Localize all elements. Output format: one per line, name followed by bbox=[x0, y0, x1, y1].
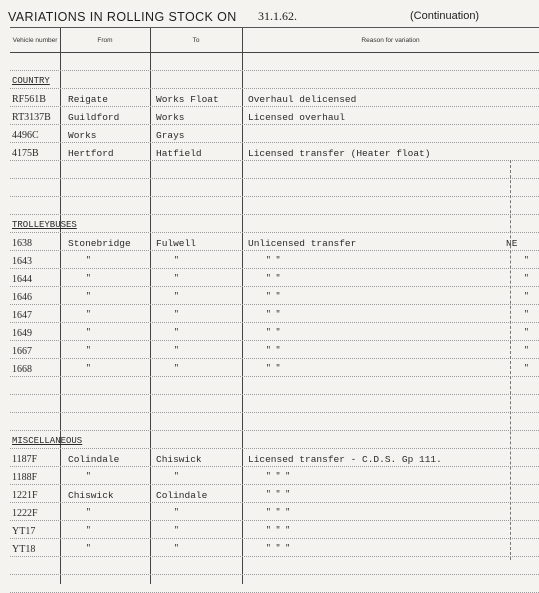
row-rule bbox=[10, 574, 539, 575]
variations-table bbox=[10, 27, 539, 584]
row-rule bbox=[10, 160, 539, 161]
cell-vehicle: 1221F bbox=[12, 490, 38, 501]
section-trolleybuses bbox=[10, 215, 539, 233]
cell-vehicle: RT3137B bbox=[12, 112, 51, 123]
cell-reason: " " bbox=[266, 328, 281, 337]
cell-vehicle: 1646 bbox=[12, 292, 32, 303]
header-to: To bbox=[192, 36, 200, 44]
table-row bbox=[10, 521, 539, 539]
continuation-label: (Continuation) bbox=[410, 10, 480, 22]
table-row bbox=[10, 251, 539, 269]
cell-note: " bbox=[524, 256, 529, 265]
cell-reason: " " " bbox=[266, 472, 291, 481]
table-row bbox=[10, 341, 539, 359]
cell-from: " bbox=[86, 364, 91, 373]
cell-from: Works bbox=[68, 130, 97, 141]
row-rule bbox=[10, 376, 539, 377]
table-row bbox=[10, 305, 539, 323]
cell-reason: " " bbox=[266, 346, 281, 355]
cell-vehicle: 1188F bbox=[12, 472, 38, 483]
table-row bbox=[10, 89, 539, 107]
cell-reason: Licensed transfer - C.D.S. Gp 111. bbox=[248, 454, 442, 465]
cell-vehicle: 1667 bbox=[12, 346, 32, 357]
header-from: From bbox=[97, 36, 113, 44]
cell-to: Grays bbox=[156, 130, 185, 141]
cell-to: " bbox=[174, 310, 179, 319]
row-rule bbox=[10, 394, 539, 395]
cell-vehicle: 1222F bbox=[12, 508, 38, 519]
table-row bbox=[10, 287, 539, 305]
cell-vehicle: 1638 bbox=[12, 238, 32, 249]
section-label: TROLLEYBUSES bbox=[12, 220, 77, 230]
cell-to: " bbox=[174, 508, 179, 517]
table-row bbox=[10, 359, 539, 377]
table-row bbox=[10, 485, 539, 503]
section-label: MISCELLANEOUS bbox=[12, 436, 83, 446]
cell-reason: " " " bbox=[266, 526, 291, 535]
cell-reason: Licensed transfer (Heater float) bbox=[248, 148, 431, 159]
row-rule bbox=[10, 196, 539, 197]
cell-from: Guildford bbox=[68, 112, 120, 123]
table-row bbox=[10, 233, 539, 251]
cell-to: Chiswick bbox=[156, 454, 202, 465]
cell-reason: " " bbox=[266, 256, 281, 265]
row-rule bbox=[10, 178, 539, 179]
cell-vehicle: 1187F bbox=[12, 454, 38, 465]
cell-reason: " " bbox=[266, 310, 281, 319]
cell-to: " bbox=[174, 256, 179, 265]
cell-vehicle: 1643 bbox=[12, 256, 32, 267]
cell-from: Hertford bbox=[68, 148, 114, 159]
cell-from: Stonebridge bbox=[68, 238, 131, 249]
margin-dashed-line bbox=[510, 160, 511, 560]
cell-note: " bbox=[524, 274, 529, 283]
table-header bbox=[10, 28, 539, 53]
cell-reason: Unlicensed transfer bbox=[248, 238, 357, 249]
cell-to: Works bbox=[156, 112, 185, 123]
cell-to: Colindale bbox=[156, 490, 208, 501]
cell-reason: " " " bbox=[266, 490, 291, 499]
table-row bbox=[10, 269, 539, 287]
cell-vehicle: 4496C bbox=[12, 130, 39, 141]
table-row bbox=[10, 539, 539, 557]
row-rule bbox=[10, 556, 539, 557]
cell-to: " bbox=[174, 346, 179, 355]
cell-from: " bbox=[86, 346, 91, 355]
cell-to: " bbox=[174, 544, 179, 553]
cell-vehicle: 1644 bbox=[12, 274, 32, 285]
cell-to: Works Float bbox=[156, 94, 219, 105]
cell-vehicle: 1668 bbox=[12, 364, 32, 375]
cell-note: " bbox=[524, 346, 529, 355]
cell-from: " bbox=[86, 292, 91, 301]
sheet-title: VARIATIONS IN ROLLING STOCK ON bbox=[8, 10, 237, 24]
cell-from: " bbox=[86, 508, 91, 517]
table-row bbox=[10, 467, 539, 485]
cell-from: " bbox=[86, 328, 91, 337]
cell-note: NE bbox=[506, 238, 518, 249]
cell-reason: Licensed overhaul bbox=[248, 112, 345, 123]
cell-to: Fulwell bbox=[156, 238, 196, 249]
sheet-date: 31.1.62. bbox=[258, 9, 297, 23]
table-row bbox=[10, 143, 539, 161]
cell-from: " bbox=[86, 472, 91, 481]
cell-reason: Overhaul delicensed bbox=[248, 94, 357, 105]
cell-to: " bbox=[174, 364, 179, 373]
header-vehicle-number: Vehicle number bbox=[12, 36, 58, 44]
cell-note: " bbox=[524, 364, 529, 373]
section-country bbox=[10, 71, 539, 89]
cell-note: " bbox=[524, 310, 529, 319]
table-row bbox=[10, 125, 539, 143]
cell-vehicle: 4175B bbox=[12, 148, 39, 159]
cell-reason: " " " bbox=[266, 544, 291, 553]
header-reason: Reason for variation bbox=[361, 36, 420, 44]
cell-to: Hatfield bbox=[156, 148, 202, 159]
cell-from: " bbox=[86, 310, 91, 319]
cell-to: " bbox=[174, 472, 179, 481]
cell-reason: " " bbox=[266, 292, 281, 301]
cell-to: " bbox=[174, 274, 179, 283]
section-label: COUNTRY bbox=[12, 76, 50, 86]
cell-from: Reigate bbox=[68, 94, 108, 105]
cell-vehicle: YT17 bbox=[12, 526, 36, 537]
cell-vehicle: YT18 bbox=[12, 544, 36, 555]
cell-note: " bbox=[524, 328, 529, 337]
cell-from: " bbox=[86, 544, 91, 553]
cell-from: Colindale bbox=[68, 454, 120, 465]
cell-vehicle: RF561B bbox=[12, 94, 46, 105]
cell-vehicle: 1649 bbox=[12, 328, 32, 339]
cell-from: Chiswick bbox=[68, 490, 114, 501]
cell-reason: " " bbox=[266, 274, 281, 283]
row-rule bbox=[10, 412, 539, 413]
table-row bbox=[10, 107, 539, 125]
table-row bbox=[10, 503, 539, 521]
cell-to: " bbox=[174, 526, 179, 535]
cell-from: " bbox=[86, 526, 91, 535]
cell-to: " bbox=[174, 292, 179, 301]
cell-reason: " " bbox=[266, 364, 281, 373]
cell-from: " bbox=[86, 274, 91, 283]
cell-vehicle: 1647 bbox=[12, 310, 32, 321]
cell-reason: " " " bbox=[266, 508, 291, 517]
section-miscellaneous bbox=[10, 431, 539, 449]
table-row bbox=[10, 449, 539, 467]
table-row bbox=[10, 323, 539, 341]
cell-from: " bbox=[86, 256, 91, 265]
cell-to: " bbox=[174, 328, 179, 337]
cell-note: " bbox=[524, 292, 529, 301]
